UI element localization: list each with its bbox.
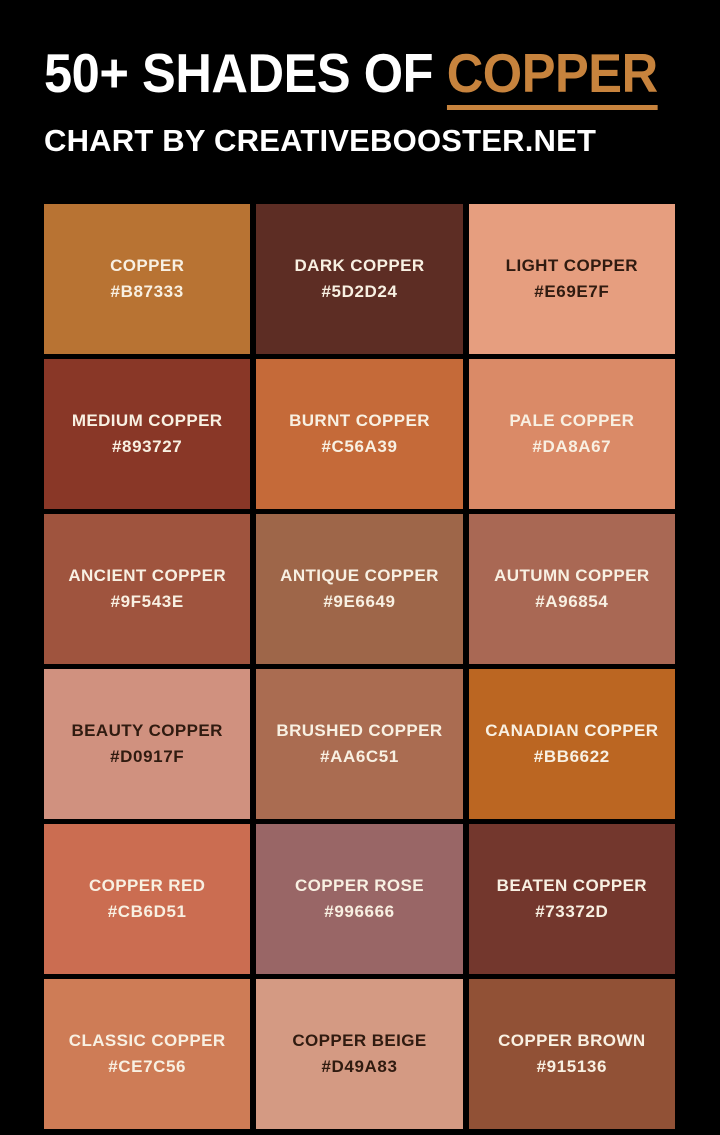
swatch-brushed-copper — [256, 669, 462, 819]
swatch-name: BEAUTY COPPER — [71, 721, 223, 741]
swatch-name: BRUSHED COPPER — [276, 721, 443, 741]
swatch-hex-code: #D49A83 — [321, 1056, 398, 1076]
swatch-hex-code: #DA8A67 — [532, 436, 612, 456]
swatch-hex-code: #893727 — [111, 436, 183, 456]
swatch-name: PALE COPPER — [509, 411, 635, 431]
swatch-burnt-copper — [256, 359, 462, 509]
swatch-copper-rose — [256, 824, 462, 974]
swatch-name: CANADIAN COPPER — [485, 721, 659, 741]
page-subtitle: CHART BY CREATIVEBOOSTER.NET — [44, 123, 597, 158]
swatch-name: MEDIUM COPPER — [71, 411, 223, 431]
swatch-copper-beige — [256, 979, 462, 1129]
swatch-hex-code: #5D2D24 — [321, 281, 398, 301]
swatch-name: AUTUMN COPPER — [494, 566, 650, 586]
swatch-name: COPPER BEIGE — [292, 1031, 427, 1051]
swatch-hex-code: #B87333 — [110, 281, 184, 301]
swatch-autumn-copper — [469, 514, 675, 664]
swatch-beaten-copper — [469, 824, 675, 974]
swatch-hex-code: #E69E7F — [534, 281, 610, 301]
swatch-name: ANTIQUE COPPER — [280, 566, 439, 586]
swatch-name: LIGHT COPPER — [505, 256, 638, 276]
swatch-pale-copper — [469, 359, 675, 509]
swatch-hex-code: #915136 — [536, 1056, 608, 1076]
swatch-medium-copper — [44, 359, 250, 509]
swatch-ancient-copper — [44, 514, 250, 664]
swatch-canadian-copper — [469, 669, 675, 819]
page-title — [44, 42, 676, 110]
swatch-hex-code: #D0917F — [110, 746, 185, 766]
swatch-name: ANCIENT COPPER — [68, 566, 226, 586]
swatch-hex-code: #9E6649 — [323, 591, 396, 611]
swatch-copper — [44, 204, 250, 354]
swatch-name: DARK COPPER — [294, 256, 425, 276]
swatch-hex-code: #C56A39 — [321, 436, 398, 456]
swatch-beauty-copper — [44, 669, 250, 819]
swatch-light-copper — [469, 204, 675, 354]
swatch-name: BEATEN COPPER — [496, 876, 647, 896]
swatch-hex-code: #73372D — [535, 901, 609, 921]
swatch-hex-code: #9F543E — [110, 591, 184, 611]
swatch-copper-red — [44, 824, 250, 974]
swatch-copper-brown — [469, 979, 675, 1129]
swatch-name: CLASSIC COPPER — [68, 1031, 226, 1051]
swatch-hex-code: #996666 — [324, 901, 395, 921]
swatch-name: COPPER ROSE — [294, 876, 425, 896]
swatch-dark-copper — [256, 204, 462, 354]
swatch-hex-code: #BB6622 — [533, 746, 610, 766]
swatch-hex-code: #AA6C51 — [320, 746, 399, 766]
swatch-grid — [44, 204, 675, 1129]
swatch-name: COPPER — [110, 256, 185, 276]
swatch-hex-code: #CB6D51 — [107, 901, 187, 921]
swatch-classic-copper — [44, 979, 250, 1129]
swatch-name: COPPER RED — [88, 876, 206, 896]
swatch-hex-code: #CE7C56 — [108, 1056, 187, 1076]
swatch-antique-copper — [256, 514, 462, 664]
page-title-accent-underlined: COPPER — [447, 46, 658, 110]
poster-header — [0, 0, 720, 158]
swatch-name: BURNT COPPER — [289, 411, 430, 431]
swatch-hex-code: #A96854 — [535, 591, 609, 611]
page-title-prefix: 50+ SHADES OF — [44, 42, 447, 104]
swatch-name: COPPER BROWN — [498, 1031, 646, 1051]
